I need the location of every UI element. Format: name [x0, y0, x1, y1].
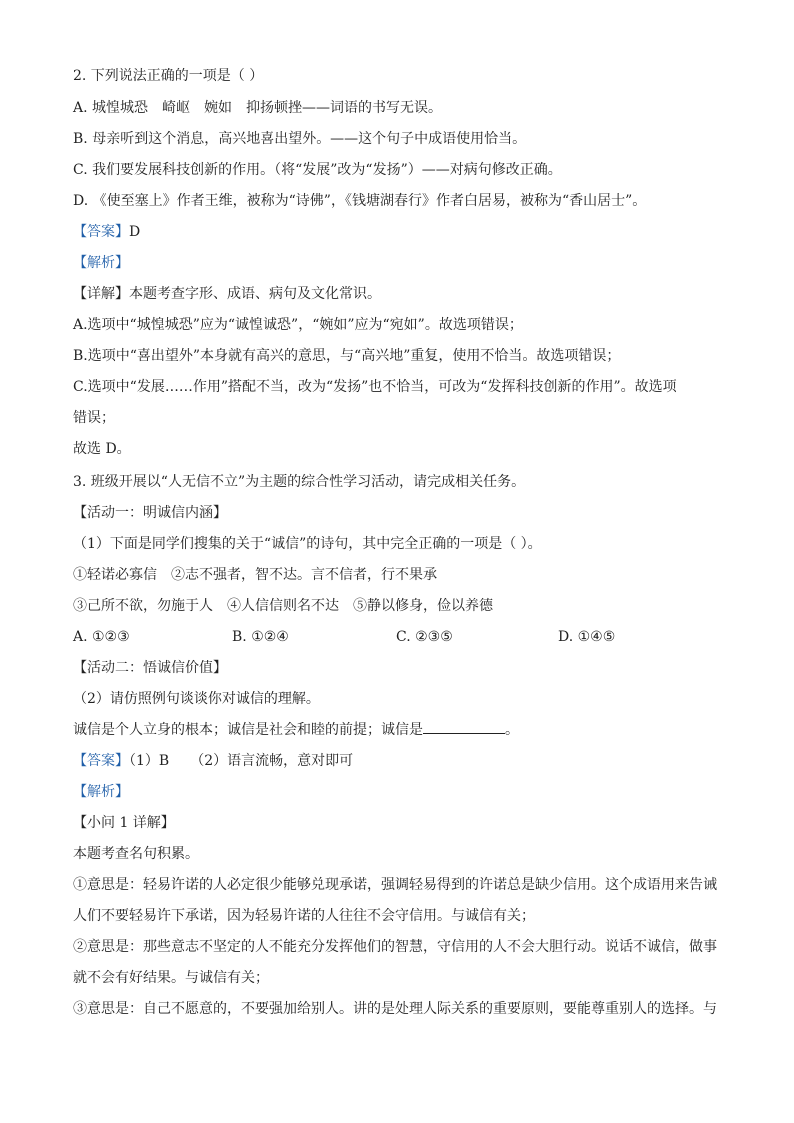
- q3-sub1-line2: ③己所不欲，勿施于人 ④人信信则名不达 ⑤静以修身，俭以养德: [73, 598, 493, 614]
- q3-sub2-example-suffix: 。: [505, 722, 519, 738]
- q3-sub1-stem: （1）下面是同学们搜集的关于“诚信”的诗句，其中完全正确的一项是（ ）。: [73, 536, 542, 552]
- q3-explain-1: ①意思是：轻易许诺的人必定很少能够兑现承诺，强调轻易得到的许诺总是缺少信用。这个成语用来告诫: [73, 877, 717, 893]
- q3-xiaowen1-tag: 【小问 1 详解】: [73, 815, 175, 831]
- q3-sub2-stem: （2）请仿照例句谈谈你对诚信的理解。: [73, 691, 320, 707]
- q2-detail-intro: 本题考查字形、成语、病句及文化常识。: [129, 286, 381, 302]
- q2-option-a: A. 城惶城恐 崎岖 婉如 抑扬顿挫——词语的书写无误。: [73, 100, 443, 116]
- q3-answer: （1）B （2）语言流畅，意对即可: [129, 753, 354, 769]
- q2-explain-b: B.选项中“喜出望外”本身就有高兴的意思，与“高兴地”重复，使用不恰当。故选项错误；: [73, 348, 621, 364]
- q2-conclusion: 故选 D。: [73, 441, 131, 457]
- q3-choice-c: C. ②③⑤: [396, 629, 453, 645]
- q3-stem: 3. 班级开展以“人无信不立”为主题的综合性学习活动，请完成相关任务。: [73, 474, 526, 490]
- q2-answer: D: [129, 224, 141, 240]
- q2-analysis-tag: 【解析】: [73, 255, 129, 271]
- q3-explain-2-cont: 就不会有好结果。与诚信有关；: [73, 970, 269, 986]
- q2-option-b: B. 母亲听到这个消息，高兴地喜出望外。——这个句子中成语使用恰当。: [73, 131, 527, 147]
- q2-option-c: C. 我们要发展科技创新的作用。（将“发展”改为“发扬”）——对病句修改正确。: [73, 162, 562, 178]
- q3-answer-tag: 【答案】: [73, 753, 129, 769]
- q2-answer-line: [73, 223, 140, 241]
- q2-explain-a: A.选项中“城惶城恐”应为“诚惶诚恐”，“婉如”应为“宛如”。故选项错误；: [73, 317, 523, 333]
- q3-explain-2: ②意思是：那些意志不坚定的人不能充分发挥他们的智慧，守信用的人不会大胆行动。说话不诚信，做事: [73, 939, 717, 955]
- q3-activity1-heading: 【活动一：明诚信内涵】: [73, 505, 227, 521]
- q3-choice-b: B. ①②④: [232, 629, 289, 645]
- q3-sub2-example: [73, 721, 519, 739]
- q3-intro: 本题考查名句积累。: [73, 846, 199, 862]
- q3-explain-1-cont: 人们不要轻易许下承诺，因为轻易许诺的人往往不会守信用。与诚信有关；: [73, 908, 535, 924]
- q3-analysis-tag: 【解析】: [73, 784, 129, 800]
- q2-explain-c-cont: 错误；: [73, 410, 115, 426]
- q2-stem: 2. 下列说法正确的一项是（ ）: [73, 68, 264, 84]
- q2-detail-line: [73, 285, 381, 303]
- q3-sub1-line1: ①轻诺必寡信 ②志不强者，智不达。言不信者，行不果承: [73, 567, 437, 583]
- q2-answer-tag: 【答案】: [73, 224, 129, 240]
- answer-blank: [423, 721, 505, 734]
- q3-activity2-heading: 【活动二：悟诚信价值】: [73, 660, 227, 676]
- q3-sub2-example-prefix: 诚信是个人立身的根本；诚信是社会和睦的前提；诚信是: [73, 722, 423, 738]
- q3-answer-line: [73, 752, 353, 770]
- q2-explain-c: C.选项中“发展……作用”搭配不当，改为“发扬”也不恰当，可改为“发挥科技创新的作用”。故选项: [73, 379, 677, 395]
- q2-detail-tag: 【详解】: [73, 286, 129, 302]
- q3-choice-a: A. ①②③: [73, 629, 130, 645]
- q3-explain-3: ③意思是：自己不愿意的，不要强加给别人。讲的是处理人际关系的重要原则，要能尊重别人的选择。与: [73, 1001, 717, 1017]
- q2-option-d: D. 《使至塞上》作者王维，被称为“诗佛”，《钱塘湖春行》作者白居易，被称为“香山居士”。: [73, 193, 647, 209]
- q3-choice-d: D. ①④⑤: [558, 629, 616, 645]
